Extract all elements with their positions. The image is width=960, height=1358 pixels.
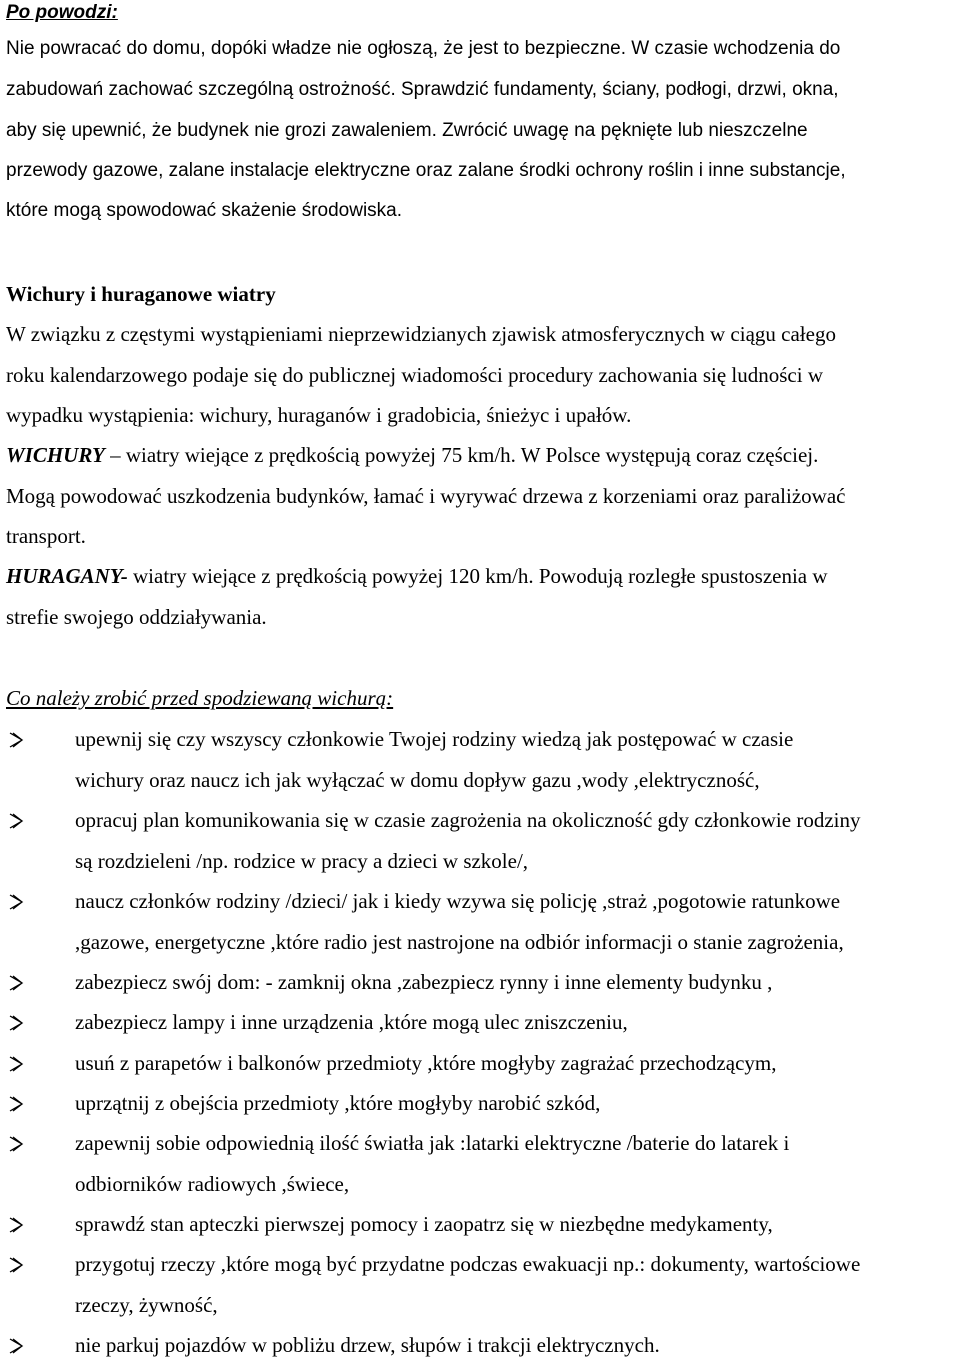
arrow-bullet-icon — [8, 1338, 24, 1358]
section-heading-after-flood: Po powodzi: — [6, 2, 118, 23]
bullet-item: usuń z parapetów i balkonów przedmioty ,które mogłyby zagrażać przechodzącym, — [75, 1051, 777, 1075]
arrow-bullet-icon — [8, 975, 24, 995]
bullet-item-continuation: są rozdzieleni /np. rodzice w pracy a dzieci w szkole/, — [75, 848, 529, 873]
arrow-bullet-icon — [8, 1015, 24, 1035]
paragraph-line: wypadku wystąpienia: wichury, huraganów i gradobicia, śnieżyc i upałów. — [6, 403, 632, 427]
huragany-definition-line: HURAGANY- wiatry wiejące z prędkością powyżej 120 km/h. Powodują rozległe spustoszenia w — [6, 564, 828, 588]
arrow-bullet-icon — [8, 894, 24, 914]
arrow-bullet-icon — [8, 1056, 24, 1076]
bullet-item: zabezpiecz lampy i inne urządzenia ,które mogą ulec zniszczeniu, — [75, 1010, 628, 1034]
bullet-item: zapewnij sobie odpowiednią ilość światła jak :latarki elektryczne /baterie do latarek i — [75, 1131, 790, 1155]
wichury-definition-line: WICHURY – wiatry wiejące z prędkością powyżej 75 km/h. W Polsce występują coraz częściej. — [6, 443, 819, 467]
bullet-item: nie parkuj pojazdów w pobliżu drzew, słupów i trakcji elektrycznych. — [75, 1333, 660, 1357]
paragraph-line: W związku z częstymi wystąpieniami nieprzewidzianych zjawisk atmosferycznych w ciągu całego — [6, 322, 836, 346]
paragraph-line: transport. — [6, 524, 86, 548]
paragraph-line: aby się upewnić, że budynek nie grozi zawaleniem. Zwrócić uwagę na pęknięte lub nieszczelne — [6, 120, 808, 141]
bullet-item: sprawdź stan apteczki pierwszej pomocy i zaopatrz się w niezbędne medykamenty, — [75, 1212, 773, 1236]
arrow-bullet-icon — [8, 1096, 24, 1116]
paragraph-line: roku kalendarzowego podaje się do publicznej wiadomości procedury zachowania się ludności w — [6, 363, 823, 387]
bullet-item: przygotuj rzeczy ,które mogą być przydatne podczas ewakuacji np.: dokumenty, wartościowe — [75, 1252, 861, 1276]
arrow-bullet-icon — [8, 732, 24, 752]
bullet-item: opracuj plan komunikowania się w czasie zagrożenia na okoliczność gdy członkowie rodziny — [75, 808, 861, 832]
bullet-item: zabezpiecz swój dom: - zamknij okna ,zabezpiecz rynny i inne elementy budynku , — [75, 970, 773, 994]
paragraph-line: Mogą powodować uszkodzenia budynków, łamać i wyrywać drzewa z korzeniami oraz paraliżować — [6, 484, 846, 508]
paragraph-line: przewody gazowe, zalane instalacje elektryczne oraz zalane środki ochrony roślin i inne substancje, — [6, 160, 846, 181]
bullet-item: uprzątnij z obejścia przedmioty ,które mogłyby narobić szkód, — [75, 1091, 601, 1115]
paragraph-line: Nie powracać do domu, dopóki władze nie ogłoszą, że jest to bezpieczne. W czasie wchodzenia do — [6, 38, 841, 59]
bullet-item-continuation: odbiorników radiowych ,świece, — [75, 1171, 350, 1196]
arrow-bullet-icon — [8, 1136, 24, 1156]
section-heading-windstorms: Wichury i huraganowe wiatry — [6, 282, 276, 306]
paragraph-line: które mogą spowodować skażenie środowiska. — [6, 200, 403, 221]
paragraph-line: zabudowań zachować szczególną ostrożność. Sprawdzić fundamenty, ściany, podłogi, drzwi, okna, — [6, 79, 839, 100]
arrow-bullet-icon — [8, 1257, 24, 1277]
bullet-item: naucz członków rodziny /dzieci/ jak i kiedy wzywa się policję ,straż ,pogotowie ratunkowe — [75, 889, 841, 913]
paragraph-line: strefie swojego oddziaływania. — [6, 605, 267, 629]
bullet-item-continuation: ,gazowe, energetyczne ,które radio jest nastrojone na odbiór informacji o stanie zagrożenia, — [75, 929, 844, 954]
term-huragany: HURAGANY- — [6, 564, 128, 588]
term-wichury: WICHURY — [6, 443, 105, 467]
section-heading-before-windstorm: Co należy zrobić przed spodziewaną wichurą: — [6, 686, 394, 710]
bullet-item-continuation: wichury oraz naucz ich jak wyłączać w domu dopływ gazu ,wody ,elektryczność, — [75, 767, 760, 792]
bullet-item-continuation: rzeczy, żywność, — [75, 1292, 218, 1317]
arrow-bullet-icon — [8, 1217, 24, 1237]
arrow-bullet-icon — [8, 813, 24, 833]
bullet-item: upewnij się czy wszyscy członkowie Twojej rodziny wiedzą jak postępować w czasie — [75, 727, 794, 751]
